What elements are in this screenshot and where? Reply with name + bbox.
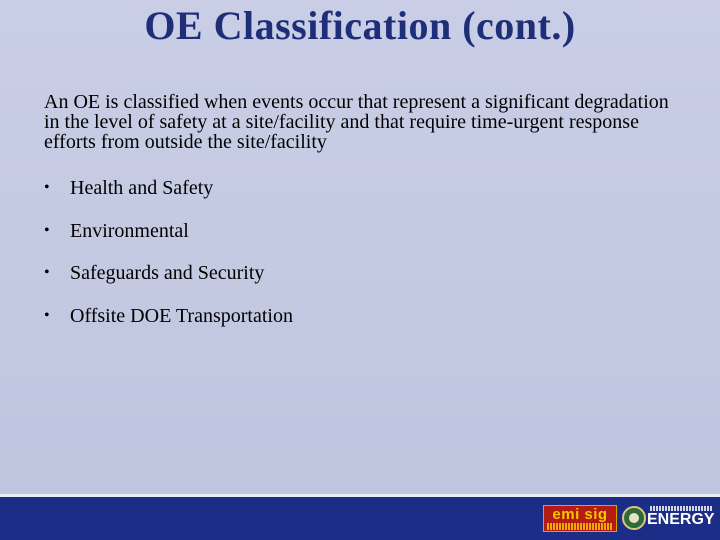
bullet-icon: • [44, 306, 50, 324]
bullet-icon: • [44, 179, 50, 196]
emi-sig-logo-subtext [547, 523, 613, 530]
list-item [44, 175, 664, 218]
bullet-list [44, 175, 664, 345]
emi-sig-logo [543, 505, 617, 532]
intro-paragraph: An OE is classified when events occur that represent a significant degradation in the level of safety at a site/facility and that require time-urgent response efforts from outside the site/facility [44, 91, 669, 153]
emi-sig-logo-text: emi sig [552, 506, 608, 523]
bullet-icon: • [44, 264, 50, 281]
bullet-text: Environmental [70, 219, 189, 242]
list-item [44, 303, 664, 346]
footer-divider [0, 494, 720, 497]
doe-energy-logo: ENERGY [647, 511, 715, 528]
list-item [44, 218, 664, 261]
slide-title: OE Classification (cont.) [144, 3, 576, 48]
bullet-icon: • [44, 221, 50, 239]
doe-seal-icon [622, 506, 646, 530]
bullet-text: Health and Safety [70, 177, 214, 199]
bullet-text: Safeguards and Security [70, 262, 265, 284]
list-item [44, 260, 664, 303]
bullet-text: Offsite DOE Transportation [70, 304, 293, 327]
